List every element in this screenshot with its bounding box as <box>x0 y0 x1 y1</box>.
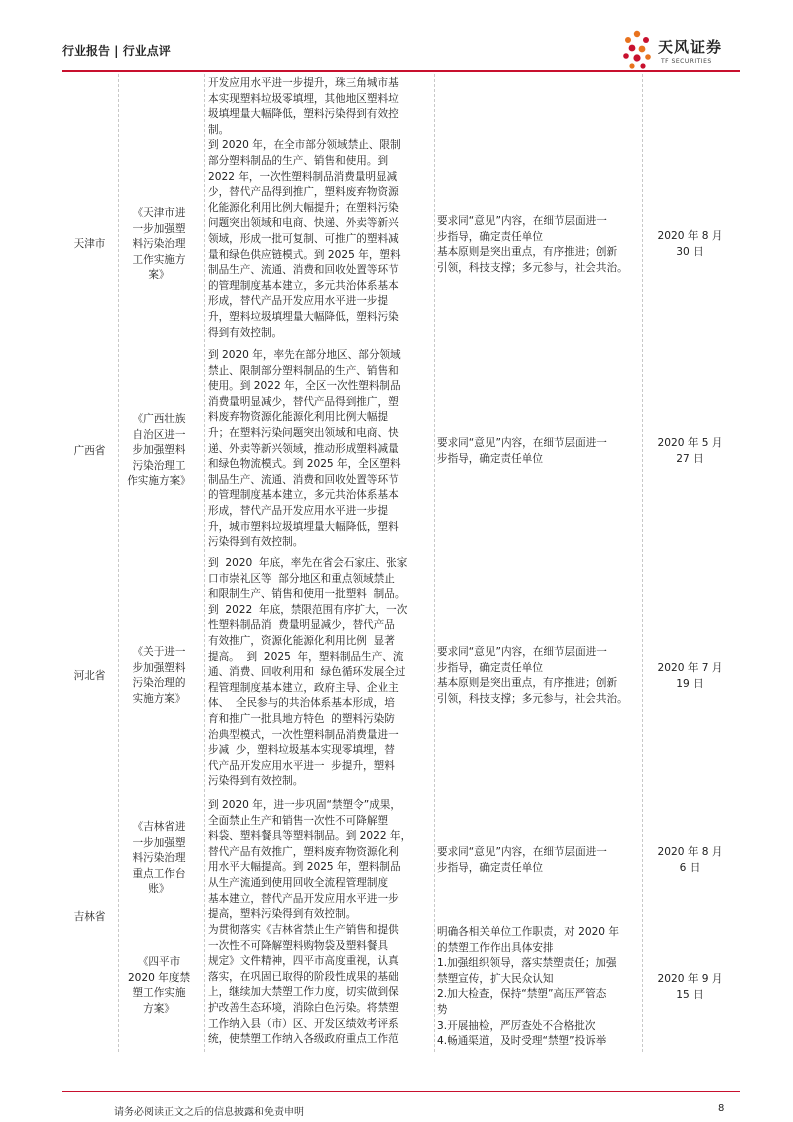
text-line: 2020 年 8 月 <box>657 846 723 858</box>
text-line: 到 2020 年，率先在部分地区、部分领域 <box>208 349 401 361</box>
text-line: 要求同“意见”内容，在细节层面进一 <box>437 846 607 858</box>
text-line: 从生产流通到使用回收全流程管理制度 <box>208 876 389 889</box>
text-line: 升；在塑料污染问题突出领域和电商、快 <box>208 426 399 439</box>
text-line: 领域，形成一批可复制、可推广的塑料减 <box>208 232 399 245</box>
text-line: 为贯彻落实《吉林省禁止生产销售和提供 <box>208 924 399 936</box>
text-line: 《广西壮族 <box>132 413 186 425</box>
column-divider <box>204 74 205 1052</box>
text-line: 步指导，确定责任单位 <box>437 452 543 465</box>
text-line: 本实现塑料垃圾零填埋，其他地区塑料垃 <box>208 92 399 105</box>
text-line: 有效推广，资源化能源化利用比例 显著 <box>208 634 395 647</box>
row-date <box>645 972 735 1003</box>
row-document-title <box>120 206 198 284</box>
text-line: 账》 <box>148 883 170 896</box>
text-line: 明确各相关单位工作职责，对 2020 年 <box>437 926 620 938</box>
text-line: 要求同“意见”内容，在细节层面进一 <box>437 215 607 227</box>
text-line: 少，替代产品得到推广，塑料废弃物资源 <box>208 186 399 199</box>
text-line: 提高，塑料污染得到有效控制。 <box>208 908 357 921</box>
column-divider <box>434 74 435 1052</box>
row-region: 吉林省 <box>73 911 106 923</box>
text-line: 代产品开发应用水平进一 步提升，塑料 <box>208 759 395 772</box>
text-line: 的禁塑工作作出具体安排 <box>437 941 554 954</box>
text-line: 升，城市塑料垃圾填埋量大幅降低，塑料 <box>208 520 399 533</box>
text-line: 污染治理的 <box>132 677 186 690</box>
text-line: 上，继续加大禁塑工作力度，切实做到保 <box>208 986 399 999</box>
text-line: 2020 年 5 月 <box>657 437 723 449</box>
row-document-title <box>120 820 198 898</box>
text-line: 步指导，确定责任单位 <box>437 861 543 874</box>
footer-disclaimer: 请务必阅读正文之后的信息披露和免责申明 <box>114 1107 304 1118</box>
row-document-title <box>120 955 198 1017</box>
text-line: 制品生产、流通、消费和回收处置等环节 <box>208 264 399 277</box>
text-line: 用水平大幅提高。到 2025 年，塑料制品 <box>208 861 401 874</box>
row-region: 河北省 <box>73 670 106 682</box>
text-line: 4.畅通渠道，及时受理“禁塑”投诉举 <box>437 1035 607 1048</box>
text-line: 消费量明显减少，替代产品得到推广，塑 <box>208 395 399 408</box>
text-line: 统，使禁塑工作纳入各级政府重点工作范 <box>208 1033 399 1046</box>
text-line: 步加强塑料 <box>132 444 186 457</box>
text-line: 料废弃物资源化能源化利用比例大幅提 <box>208 411 389 424</box>
text-line: 规定》文件精神，四平市高度重视，认真 <box>208 955 399 968</box>
row-region: 天津市 <box>73 238 106 250</box>
text-line: 2.加大检查，保持“禁塑”高压严管态 <box>437 988 607 1001</box>
row-requirements <box>437 645 640 707</box>
text-line: 6 日 <box>679 861 701 874</box>
text-line: 步指导，确定责任单位 <box>437 661 543 674</box>
text-line: 实施方案》 <box>132 692 186 705</box>
row-requirements <box>437 845 640 876</box>
row-requirements <box>437 436 640 467</box>
column-divider <box>642 74 643 1052</box>
row-date <box>645 229 735 260</box>
text-line: 提高。 到 2025 年，塑料制品生产、流 <box>208 650 404 663</box>
text-line: 《吉林省进 <box>132 821 186 833</box>
text-line: 的管理制度基本建立，多元共治体系基本 <box>208 279 399 292</box>
row-goals <box>208 556 432 790</box>
text-line: 到 2020 年，进一步巩固“禁塑令”成果， <box>208 799 401 811</box>
text-line: 《关于进一 <box>132 646 186 658</box>
text-line: 料污染治理 <box>132 852 186 865</box>
text-line: 引领，科技支撑；多元参与，社会共治。 <box>437 692 628 705</box>
text-line: 升，塑料垃圾填埋量大幅降低，塑料污染 <box>208 310 399 323</box>
text-line: 形成，替代产品开发应用水平进一步提 <box>208 504 389 517</box>
text-line: 和绿色物流模式。到 2025 年，全区塑料 <box>208 458 401 471</box>
text-line: 一次性不可降解塑料购物袋及塑料餐具 <box>208 939 389 952</box>
text-line: 化能源化利用比例大幅提升；在塑料污染 <box>208 201 399 214</box>
text-line: 部分塑料制品的生产、销售和使用。到 <box>208 154 389 167</box>
text-line: 落实，在巩固已取得的阶段性成果的基础 <box>208 970 399 983</box>
row-document-title <box>120 645 198 707</box>
text-line: 得到有效控制。 <box>208 326 283 339</box>
text-line: 案》 <box>148 269 170 282</box>
row-document-title <box>120 412 198 490</box>
text-line: 制品生产、流通、消费和回收处置等环节 <box>208 473 399 486</box>
text-line: 开发应用水平进一步提升，珠三角城市基 <box>208 77 399 89</box>
text-line: 制。 <box>208 123 230 136</box>
text-line: 步减 少，塑料垃圾基本实现零填埋，替 <box>208 744 395 757</box>
text-line: 基本原则是突出重点，有序推进；创新 <box>437 677 618 690</box>
text-line: 自治区进一 <box>132 428 186 441</box>
text-line: 《四平市 <box>137 956 181 968</box>
row-goals <box>208 76 432 341</box>
page-number: 8 <box>718 1103 725 1114</box>
text-line: 到 2022 年底，禁限范围有序扩大，一次 <box>208 603 408 616</box>
text-line: 治典型模式，一次性塑料制品消费量进一 <box>208 728 399 741</box>
text-line: 工作实施方 <box>132 253 186 266</box>
text-line: 2020 年 9 月 <box>657 973 723 985</box>
text-line: 程管理制度基本建立，政府主导、企业主 <box>208 681 399 694</box>
text-line: 势 <box>437 1003 448 1016</box>
text-line: 料袋、塑料餐具等塑料制品。到 2022 年， <box>208 830 412 843</box>
text-line: 作实施方案》 <box>127 475 191 488</box>
text-line: 料污染治理 <box>132 238 186 251</box>
text-line: 问题突出领域和电商、快递、外卖等新兴 <box>208 217 399 230</box>
text-line: 《天津市进 <box>132 207 186 219</box>
footer-divider <box>62 1091 740 1092</box>
text-line: 30 日 <box>676 245 704 258</box>
text-line: 体、 全民参与的共治体系基本形成，培 <box>208 697 395 710</box>
row-goals <box>208 798 432 923</box>
row-date <box>645 436 735 467</box>
logo-mark-icon <box>620 28 654 72</box>
text-line: 3.开展抽检，严厉查处不合格批次 <box>437 1019 596 1032</box>
text-line: 要求同“意见”内容，在细节层面进一 <box>437 646 607 658</box>
text-line: 形成，替代产品开发应用水平进一步提 <box>208 295 389 308</box>
text-line: 基本原则是突出重点，有序推进；创新 <box>437 246 618 259</box>
text-line: 基本建立，替代产品开发应用水平进一步 <box>208 892 399 905</box>
text-line: 量和绿色供应链模式。到 2025 年，塑料 <box>208 248 401 261</box>
text-line: 步加强塑料 <box>132 661 186 674</box>
text-line: 重点工作台 <box>132 867 186 880</box>
row-region: 广西省 <box>73 445 106 457</box>
text-line: 到 2020 年底，率先在省会石家庄、张家 <box>208 557 408 569</box>
logo-name-cn: 天风证券 <box>658 38 723 56</box>
text-line: 方案》 <box>143 1002 175 1015</box>
text-line: 一步加强塑 <box>132 836 186 849</box>
row-requirements <box>437 925 640 1050</box>
header-title: 行业报告 | 行业点评 <box>62 44 171 58</box>
row-date <box>645 661 735 692</box>
text-line: 2020 年度禁 <box>127 971 191 984</box>
text-line: 污染得到有效控制。 <box>208 536 304 549</box>
text-line: 1.加强组织领导，落实禁塑责任；加强 <box>437 957 617 970</box>
text-line: 工作纳入县（市）区、开发区绩效考评系 <box>208 1017 399 1030</box>
column-divider <box>118 74 119 1052</box>
text-line: 性塑料制品消 费量明显减少，替代产品 <box>208 619 395 632</box>
text-line: 禁塑宣传，扩大民众认知 <box>437 972 554 985</box>
text-line: 塑工作实施 <box>132 987 186 1000</box>
text-line: 替代产品有效推广，塑料废弃物资源化利 <box>208 845 399 858</box>
row-requirements <box>437 214 640 276</box>
text-line: 全面禁止生产和销售一次性不可降解塑 <box>208 814 389 827</box>
text-line: 2020 年 7 月 <box>657 662 723 674</box>
text-line: 要求同“意见”内容，在细节层面进一 <box>437 437 607 449</box>
text-line: 通、消费、回收利用和 绿色循环发展全过 <box>208 666 406 679</box>
company-logo <box>620 28 740 72</box>
text-line: 污染治理工 <box>132 459 186 472</box>
text-line: 到 2020 年，在全市部分领域禁止、限制 <box>208 139 401 152</box>
text-line: 引领，科技支撑；多元参与，社会共治。 <box>437 261 628 274</box>
text-line: 27 日 <box>676 452 704 465</box>
text-line: 2022 年，一次性塑料制品消费量明显减 <box>208 170 398 183</box>
text-line: 步指导，确定责任单位 <box>437 230 543 243</box>
row-date <box>645 845 735 876</box>
text-line: 口市崇礼区等 部分地区和重点领域禁止 <box>208 572 395 585</box>
text-line: 递、外卖等新兴领域，推动形成塑料减量 <box>208 442 399 455</box>
text-line: 禁止、限制部分塑料制品的生产、销售和 <box>208 364 399 377</box>
row-goals <box>208 923 432 1048</box>
text-line: 使用。到 2022 年，全区一次性塑料制品 <box>208 380 401 393</box>
text-line: 育和推广一批具地方特色 的塑料污染防 <box>208 712 395 725</box>
text-line: 污染得到有效控制。 <box>208 775 304 788</box>
text-line: 的管理制度基本建立，多元共治体系基本 <box>208 489 399 502</box>
text-line: 圾填埋量大幅降低，塑料污染得到有效控 <box>208 108 399 121</box>
text-line: 一步加强塑 <box>132 222 186 235</box>
text-line: 15 日 <box>676 988 704 1001</box>
header-divider <box>62 70 740 72</box>
row-goals <box>208 348 432 551</box>
text-line: 19 日 <box>676 677 704 690</box>
logo-name-en: TF SECURITIES <box>661 58 712 65</box>
text-line: 护改善生态环境，消除白色污染。将禁塑 <box>208 1001 399 1014</box>
text-line: 和限制生产、销售和使用一批塑料 制品。 <box>208 588 406 601</box>
text-line: 2020 年 8 月 <box>657 230 723 242</box>
